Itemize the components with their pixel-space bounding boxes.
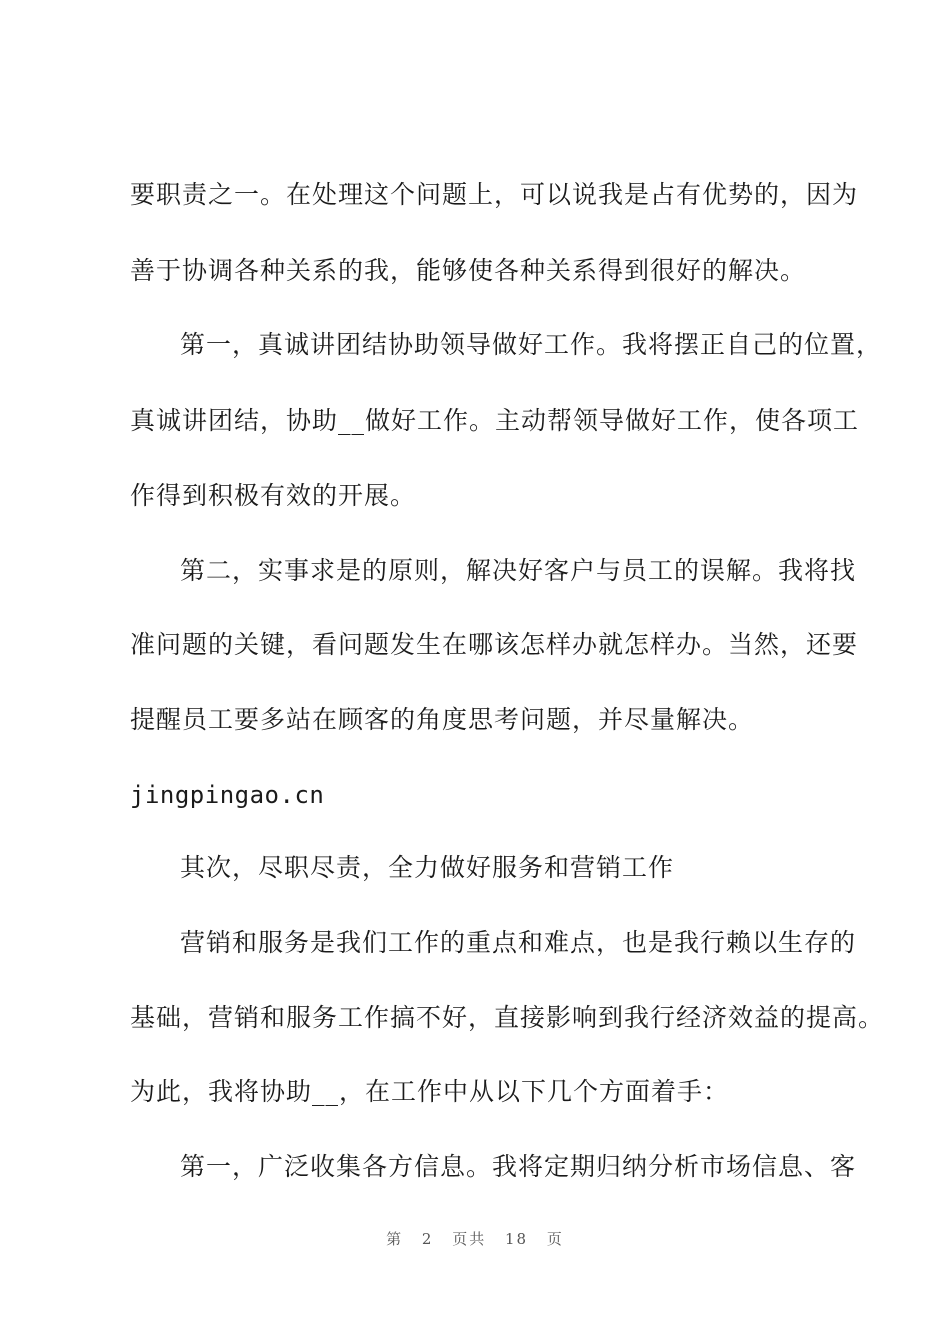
footer-middle: 页共 (452, 1230, 487, 1248)
text-line: 第一，真诚讲团结协助领导做好工作。我将摆正自己的位置， (180, 330, 883, 359)
watermark-url: jingpingao.cn (130, 781, 325, 809)
text-line: 真诚讲团结，协助__做好工作。主动帮领导做好工作，使各项工 (130, 406, 860, 435)
text-line: 准问题的关键，看问题发生在哪该怎样办就怎样办。当然，还要 (130, 630, 859, 659)
text-line: 提醒员工要多站在顾客的角度思考问题，并尽量解决。 (130, 705, 755, 734)
text-line: 为此，我将协助__，在工作中从以下几个方面着手： (130, 1077, 730, 1106)
section-heading: 其次，尽职尽责，全力做好服务和营销工作 (180, 853, 675, 882)
text-line: 善于协调各种关系的我，能够使各种关系得到很好的解决。 (130, 256, 807, 285)
text-line: 第二，实事求是的原则，解决好客户与员工的误解。我将找 (180, 556, 857, 585)
text-line: 营销和服务是我们工作的重点和难点，也是我行赖以生存的 (180, 928, 857, 957)
page-footer (0, 1228, 950, 1249)
text-line: 要职责之一。在处理这个问题上，可以说我是占有优势的，因为 (130, 180, 859, 209)
footer-suffix: 页 (546, 1230, 564, 1248)
footer-prefix: 第 (386, 1230, 404, 1248)
text-line: 作得到积极有效的开展。 (130, 481, 417, 510)
text-line: 基础，营销和服务工作搞不好，直接影响到我行经济效益的提高。 (130, 1003, 885, 1032)
footer-page-number: 2 (421, 1230, 434, 1248)
footer-total-pages: 18 (505, 1230, 529, 1248)
text-line: 第一，广泛收集各方信息。我将定期归纳分析市场信息、客 (180, 1152, 857, 1181)
